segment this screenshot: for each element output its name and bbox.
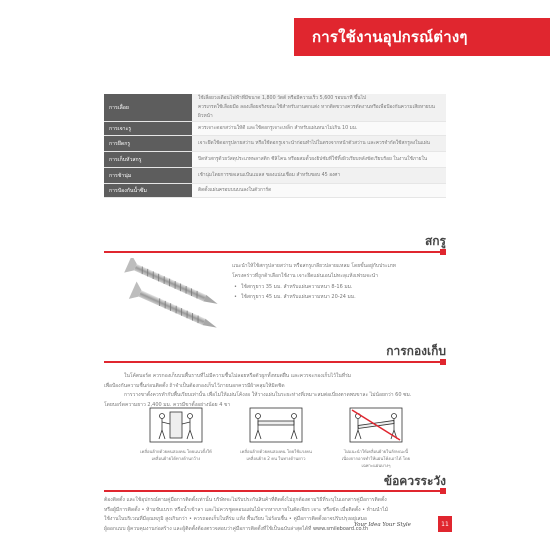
table-row [104,94,446,122]
divider-mark [440,249,446,255]
table-row [104,152,446,168]
figure-caption: เคลื่อนย้ายด้วยคนสองคน โดยแนวตั้งให้เคลื่อนย้ายได้ทางด้านกว้าง [140,449,212,461]
footer-tagline: Your Idea Your Style [354,522,411,528]
header-banner [294,18,550,56]
row-label: การยึดกรู [104,136,192,151]
section-heading-storage: การกองเก็บ [386,344,446,358]
row-value: เจาะยึดใช้ดอกรูปลายสว่าน หรือใช้ดอกรูเจาะนำก่อนทำไปในตรงจากหน้าตัวสว่าน และควรจำกัดใช้สกรูลงในแผ่น [192,136,446,151]
table-row [104,122,446,136]
horizontal-carry-illustration [236,406,316,446]
section-divider [104,490,446,492]
wrong-carry-illustration [336,406,416,446]
row-value: ควรเจาะดอกสว่านให้ดี และใช้ดอกรูเจาะเหล็ก สำหรับแผ่นหนาไม่เกิน 10 มม. [192,122,446,135]
row-value: ปิดหัวสกรูด้วยวัสดุประเภทพลาสติก ซีลิโคน หรือผสมดั้วผงยิปซัมที่ใช้ทิ้งผิวเรียบหลังขัดเรียบร้อย ในงานใช้ภายใน [192,152,446,167]
row-label: การเก็บหัวสกรู [104,152,192,167]
row-value: เช้านุ่มโดยการชลเลนแป้นแมลส ของแน่นเชื่อม สำหรับขอบ 45 องศา [192,168,446,183]
list-item: • ใช้สกรูยาว 45 มม. สำหรับแผ่นความหนา 20-24 มม. [232,293,446,303]
screw-size-list [232,283,446,302]
page-title: การใช้งานอุปกรณ์ต่างๆ [312,28,468,46]
table-row [104,168,446,184]
figure-vertical-carry [136,406,216,462]
row-value: ติดตั้งแผ่นครอบบนบนลงในตัวการ์ด [192,184,446,197]
row-label: การช้านุ่ม [104,168,192,183]
row-value: ใช้เลื่อยวงเดือนไฟฟ้าที่มีขนาด 1,800 วัตต์ หรือมีความเร็ว 5,600 รอบนาที ขึ้นไป ควรเกรดใช้เลื่อยมือ ลองเลื่อยจริงขณะใช้สำหรับงานตกแต่ง หากติดขวางควรตัดงานหรือเพื่อป้องกันความเสียหายบนผิวหน้า [192,94,446,121]
row-label: การเลื่อย [104,94,192,121]
storage-description: ในโค้ตบอร์ด ควรกองเก็บบนพื้นราบที่ไม่มีความชื้นไม่ลอยหรือตัวผูกทั้งหมดฝื่น และควรจะกองเก็บไว้ในที่ร่ม เพื่อป้องกันความชื้นก่อนติดตั้ง ถ้าจำเป็นต้องกองเก็บไว้ภายนอกควรมีผ้าคลุมให้มิดชิด การวางขาตั้งควรทำกับพื้นเรียบเท่านั้น เพื่อไม่ให้แผ่นโค้งงอ ให้วางแผ่นในระยะห่างที่เหมาะสมต่อเบี่ยงตาดพบขาละ ไม่น้อยกว่า 60 ซม. โดยบอร์ดความยาว 2,400 มม. ควรมีขาตั้งอย่างน้อย 4 ขา [104,373,412,408]
row-label: การเจาะรู [104,122,192,135]
caution-description: ต้องติดตั้ง และใช้อุปกรณ์ตามคู่มือการติดตั้งเท่านั้น บริษัทจะไม่รับประกันสินค้าที่ติดตั้งไม่ถูกต้องตามวิธีที่ระบุในเอกสารคู่มือการติดตั้ง หรือผู้มีการติดตั้ง • ห้ามขับเบรก หรือน้ำเข้าลา และไม่ควรชูดคอนแผ่นไม้จากหากภายในตัดเจียร เจาะ หรือขัด เมื่อติดตั้ง • ห้ามนำไม้ ใช้งานในบริเวณที่มีอุณหภูมิ สูงเกินกว่า • ควรถอดเก็บในที่ร่ม แห้ง พื้นเรียบ ไม่ร้อนชื้น • คู่มือการติดตั้งอาจปรับปรุงอยู่เสมอ ผู้ออกแบบ ผู้ควบคุมงานก่อสร้าง และผู้ติดตั้งต้องตรวจสอบว่าคู่มือการติดตั้งที่ใช้เป็นฉบับล่าสุดได้ที่ www.smileboard.co.th [104,497,389,532]
page-number: 11 [438,516,452,532]
spec-table [104,94,446,198]
handling-figures [104,406,446,476]
figure-caption: ไม่แนะนำให้เคลื่อนย้ายในลักษณะนี้ เนื่องจากอาจทำให้แผ่นโค้งเอาได้ โดยเฉพาะแผ่นบางๆ [341,449,411,468]
section-divider [104,361,446,363]
table-row [104,184,446,198]
figure-wrong-carry [336,406,416,469]
section-heading-screws: สกรู [424,234,446,248]
list-item: • ใช้สกรูยาว 35 มม. สำหรับแผ่นความหนา 8-16 มม. [232,283,446,293]
divider-mark [440,359,446,365]
section-divider [104,251,446,253]
website-link[interactable]: www.smileboard.co.th [312,525,369,532]
figure-caption: เคลื่อนย้ายด้วยคนสองคน โดยใช้แรงคนเคลื่อนย้าย 2 คน ในทางด้านยาว [240,449,312,461]
row-label: การป้องกันน้ำซึม [104,184,192,197]
figure-horizontal-carry [236,406,316,462]
section-heading-caution: ข้อควรระวัง [383,474,446,488]
divider-mark [440,488,446,494]
vertical-carry-illustration [136,406,216,446]
screws-description: แนะนำให้ใช้สกรูปลายสว่าน หรือสกรูเกลียวปลายแหลม โดยขั้นอยู่กับประเภท โครงคร่าวที่ถูกด้าเลือกใช้งาน เจาะยึดแผ่นเอนไม่ทะลุแห้งเฟรมจะนำ • ใช้สกรูยาว 35 มม. สำหรับแผ่นความหนา 8-16 มม. • ใช้สกรูยาว 45 มม. สำหรับแผ่นความหนา 20-24 มม. [232,262,446,302]
table-row [104,136,446,152]
screws-image [116,258,226,336]
